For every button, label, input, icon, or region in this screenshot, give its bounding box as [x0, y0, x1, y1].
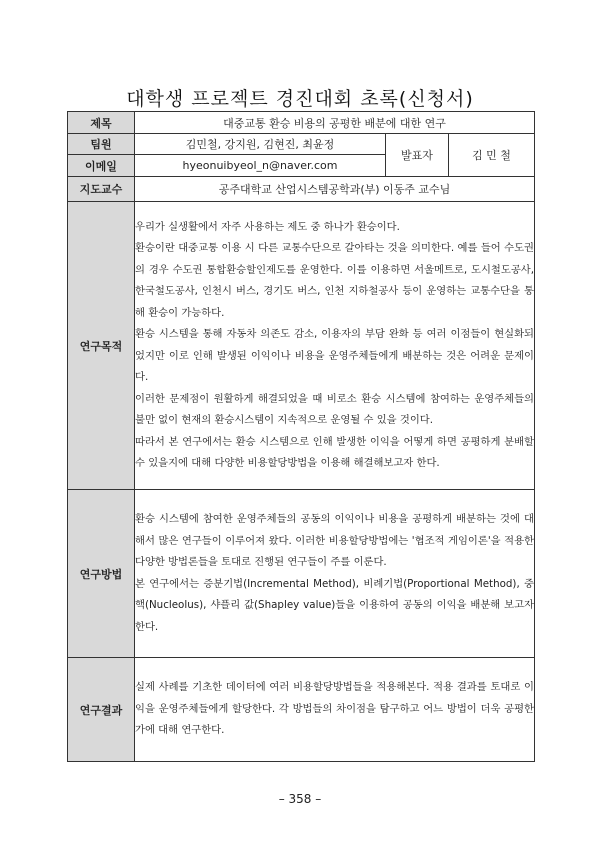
method-paragraph: 환승 시스템에 참여한 운영주체들의 공동의 이익이나 비용을 공평하게 배분하는 것에 대해서 많은 연구들이 이루어져 왔다. 이러한 비용할당방법에는 '협조적 게임이론'을 적용한 다양한 방법론들을 토대로 진행된 연구들이 주를 이룬다. — [135, 513, 534, 568]
purpose-paragraph: 이러한 문제점이 원활하게 해결되었을 때 비로소 환승 시스템에 참여하는 운영주체들의 불만 없이 현재의 환승시스템이 지속적으로 운영될 수 있을 것이다. — [135, 392, 534, 426]
document-title: 대학생 프로젝트 경진대회 초록(신청서) — [126, 88, 474, 110]
team-label: 팀원 — [68, 134, 135, 155]
result-body — [135, 658, 535, 762]
team-value: 김민철, 강지원, 김현진, 최윤정 — [135, 134, 386, 155]
method-body — [135, 490, 535, 658]
result-paragraph: 실제 사례를 기초한 데이터에 여러 비용할당방법들을 적용해본다. 적용 결과를 토대로 이익을 운영주체들에게 할당한다. 각 방법들의 차이점을 탐구하고 어느 방법이 더욱 공평한가에 대해 연구한다. — [135, 681, 534, 737]
email-value: hyeonuibyeol_n@naver.com — [135, 155, 386, 177]
application-form — [67, 111, 535, 762]
email-label: 이메일 — [68, 155, 135, 177]
result-label: 연구결과 — [68, 658, 135, 762]
presenter-label: 발표자 — [386, 134, 449, 177]
purpose-body — [135, 202, 535, 490]
presenter-value: 김 민 철 — [449, 134, 535, 177]
advisor-value: 공주대학교 산업시스템공학과(부) 이동주 교수님 — [135, 177, 535, 202]
subject-label: 제목 — [68, 112, 135, 134]
page-number: – 358 – — [278, 792, 322, 806]
purpose-paragraph: 우리가 실생활에서 자주 사용하는 제도 중 하나가 환승이다. — [135, 220, 400, 233]
purpose-paragraph: 환승이란 대중교통 이용 시 다른 교통수단으로 갈아타는 것을 의미한다. 예를 들어 수도권의 경우 수도권 통합환승할인제도를 운영한다. 이를 이용하면 서울메트로, 도시철도공사, 한국철도공사, 인천시 버스, 경기도 버스, 인천 지하철공사 등이 운영하는 교통수단을 통해 환승이 가능하다. — [135, 242, 534, 319]
purpose-paragraph: 따라서 본 연구에서는 환승 시스템으로 인해 발생한 이익을 어떻게 하면 공평하게 분배할 수 있을지에 대해 다양한 비용할당방법을 이용해 해결해보고자 한다. — [135, 435, 534, 469]
method-label: 연구방법 — [68, 490, 135, 658]
advisor-label: 지도교수 — [68, 177, 135, 202]
subject-value: 대중교통 환승 비용의 공평한 배분에 대한 연구 — [135, 112, 535, 134]
purpose-paragraph: 환승 시스템을 통해 자동차 의존도 감소, 이용자의 부담 완화 등 여러 이점들이 현실화되었지만 이로 인해 발생된 이익이나 비용을 운영주체들에게 배분하는 것은 어려운 문제이다. — [135, 328, 534, 383]
purpose-label: 연구목적 — [68, 202, 135, 490]
method-paragraph: 본 연구에서는 증분기법(Incremental Method), 비례기법(Proportional Method), 중핵(Nucleolus), 샤플리 값(Shapley value)들을 이용하여 공동의 이익을 배분해 보고자 한다. — [135, 577, 534, 633]
